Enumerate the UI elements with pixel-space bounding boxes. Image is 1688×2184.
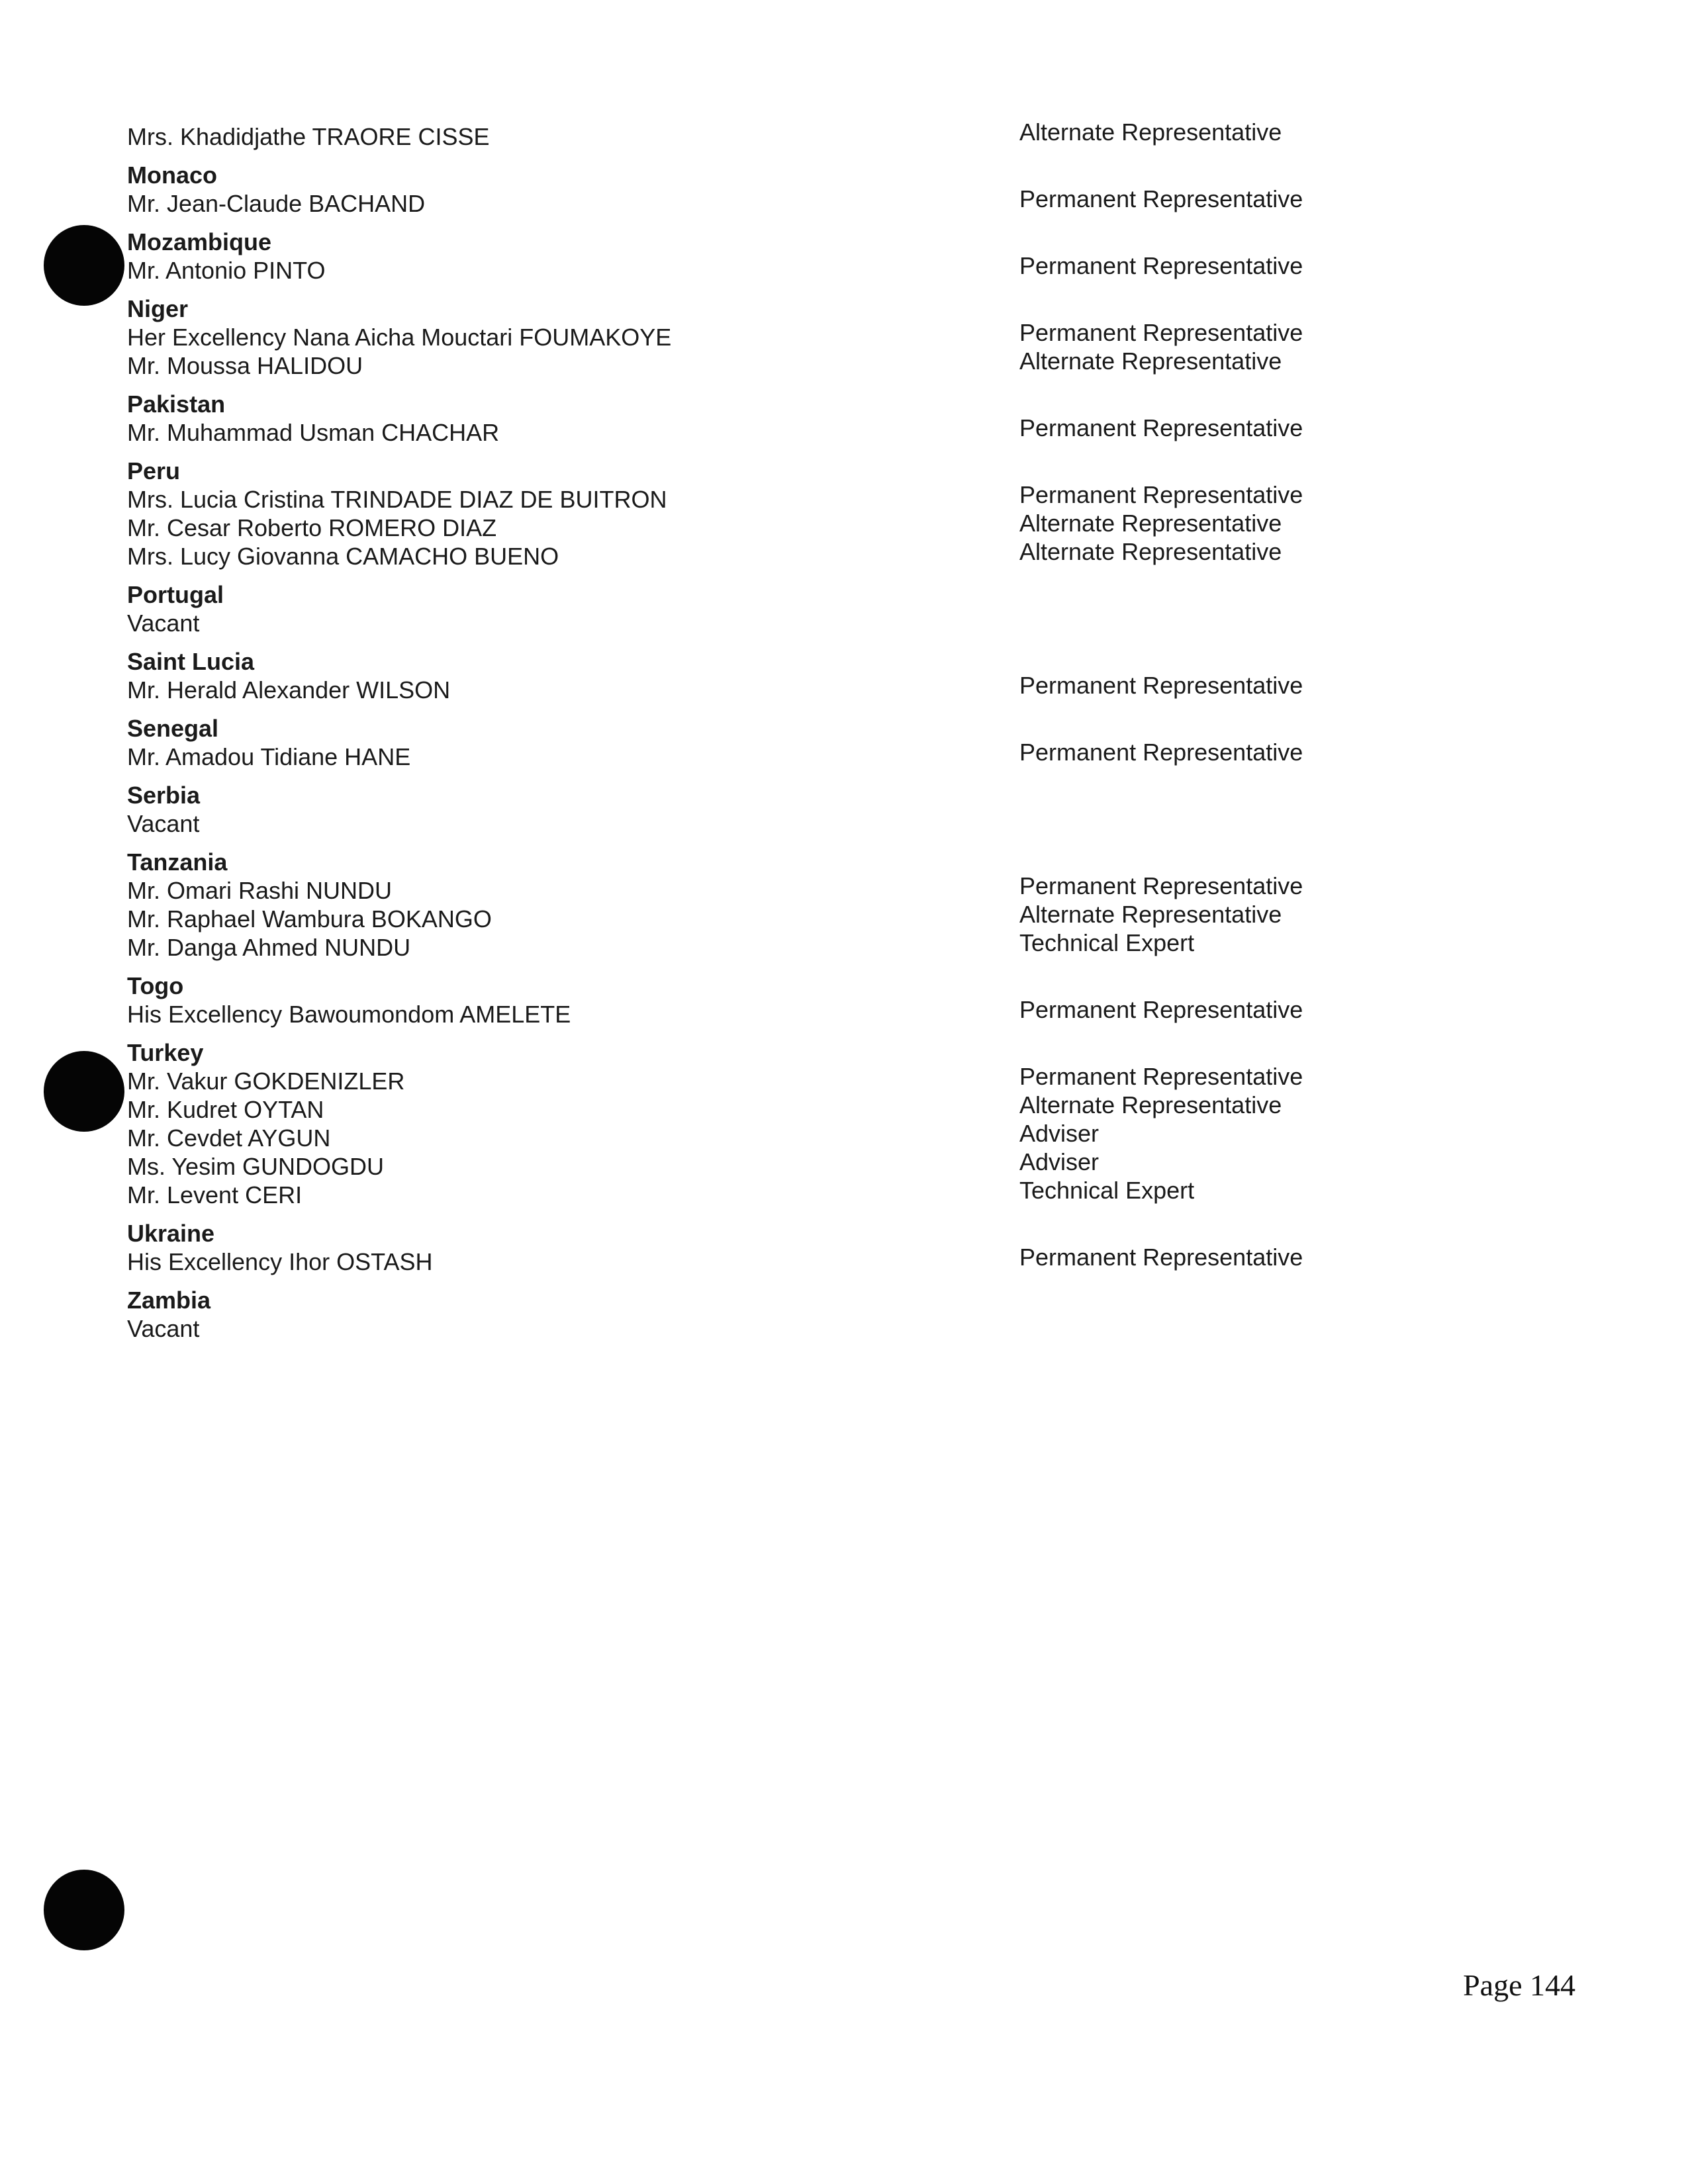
member-name: Mr. Omari Rashi NUNDU	[127, 877, 393, 904]
member-role: Permanent Representative	[1019, 414, 1303, 441]
country-name: Monaco	[127, 161, 218, 189]
member-row	[127, 252, 1550, 285]
country-group	[127, 1219, 1550, 1276]
member-row	[127, 672, 1550, 704]
member-role: Alternate Representative	[1019, 901, 1282, 928]
member-role: Permanent Representative	[1019, 1063, 1303, 1090]
member-role: Technical Expert	[1019, 929, 1195, 956]
member-row	[127, 901, 1550, 933]
member-role: Adviser	[1019, 1148, 1100, 1175]
member-row	[127, 1063, 1550, 1095]
country-group	[127, 457, 1550, 570]
member-role: Alternate Representative	[1019, 510, 1282, 537]
member-row	[127, 481, 1550, 514]
member-row	[127, 872, 1550, 905]
country-name: Saint Lucia	[127, 648, 255, 675]
country-name: Peru	[127, 457, 181, 484]
member-name: Mr. Cesar Roberto ROMERO DIAZ	[127, 514, 497, 541]
country-group	[127, 228, 1550, 285]
country-name: Zambia	[127, 1287, 211, 1314]
member-row	[127, 1177, 1550, 1209]
punch-hole-bottom	[44, 1870, 124, 1950]
punch-hole-middle	[44, 1051, 124, 1132]
member-name: Mrs. Khadidjathe TRAORE CISSE	[127, 123, 490, 150]
continuation-entry	[127, 118, 1550, 151]
country-group	[127, 390, 1550, 447]
member-name: Mr. Jean-Claude BACHAND	[127, 190, 426, 217]
member-row	[127, 929, 1550, 962]
member-row	[127, 609, 1550, 637]
member-row	[127, 809, 1550, 838]
member-name: Vacant	[127, 810, 200, 837]
member-name: Mr. Moussa HALIDOU	[127, 352, 363, 379]
member-name: Mrs. Lucy Giovanna CAMACHO BUENO	[127, 543, 559, 570]
member-name: Mr. Herald Alexander WILSON	[127, 676, 451, 704]
member-row	[127, 1091, 1550, 1124]
member-row	[127, 538, 1550, 570]
country-name: Ukraine	[127, 1220, 215, 1247]
member-name: His Excellency Ihor OSTASH	[127, 1248, 433, 1275]
country-group	[127, 161, 1550, 218]
member-row	[127, 414, 1550, 447]
member-role: Alternate Representative	[1019, 538, 1282, 565]
member-name: Mr. Antonio PINTO	[127, 257, 326, 284]
country-name: Togo	[127, 972, 184, 999]
country-entries	[127, 161, 1550, 1343]
country-group	[127, 1286, 1550, 1343]
member-name: Mr. Cevdet AYGUN	[127, 1124, 331, 1152]
member-role: Permanent Representative	[1019, 1244, 1303, 1271]
country-name: Portugal	[127, 581, 224, 608]
member-name: Mr. Kudret OYTAN	[127, 1096, 324, 1123]
member-name: Mr. Levent CERI	[127, 1181, 303, 1208]
member-row	[127, 347, 1550, 380]
member-role: Permanent Representative	[1019, 481, 1303, 508]
member-role: Alternate Representative	[1019, 118, 1282, 146]
member-row	[127, 319, 1550, 351]
member-row	[127, 118, 1550, 151]
member-row	[127, 1120, 1550, 1152]
member-row	[127, 185, 1550, 218]
member-name: Her Excellency Nana Aicha Mouctari FOUMAKOYE	[127, 324, 672, 351]
country-group	[127, 647, 1550, 704]
country-group	[127, 714, 1550, 771]
member-role: Adviser	[1019, 1120, 1100, 1147]
country-name: Senegal	[127, 715, 219, 742]
country-group	[127, 295, 1550, 380]
country-name: Turkey	[127, 1039, 204, 1066]
member-role: Permanent Representative	[1019, 672, 1303, 699]
page-number: Page 144	[1463, 1968, 1575, 2002]
country-name: Mozambique	[127, 228, 272, 255]
member-role: Permanent Representative	[1019, 319, 1303, 346]
member-name: Mr. Muhammad Usman CHACHAR	[127, 419, 500, 446]
member-row	[127, 510, 1550, 542]
member-name: His Excellency Bawoumondom AMELETE	[127, 1001, 571, 1028]
member-role: Permanent Representative	[1019, 739, 1303, 766]
member-role: Permanent Representative	[1019, 872, 1303, 899]
punch-hole-top	[44, 225, 124, 306]
member-role: Alternate Representative	[1019, 347, 1282, 375]
member-role: Permanent Representative	[1019, 996, 1303, 1023]
country-group	[127, 972, 1550, 1028]
member-row	[127, 996, 1550, 1028]
member-role: Alternate Representative	[1019, 1091, 1282, 1118]
member-row	[127, 1244, 1550, 1276]
country-name: Niger	[127, 295, 189, 322]
delegation-list	[127, 118, 1550, 1353]
member-row	[127, 739, 1550, 771]
member-role: Permanent Representative	[1019, 185, 1303, 212]
member-name: Mrs. Lucia Cristina TRINDADE DIAZ DE BUITRON	[127, 486, 667, 513]
country-group	[127, 781, 1550, 838]
member-name: Mr. Raphael Wambura BOKANGO	[127, 905, 492, 933]
member-name: Mr. Danga Ahmed NUNDU	[127, 934, 411, 961]
member-name: Vacant	[127, 1315, 200, 1342]
member-role: Technical Expert	[1019, 1177, 1195, 1204]
country-name: Tanzania	[127, 848, 228, 876]
country-group	[127, 1038, 1550, 1209]
country-name: Pakistan	[127, 390, 226, 418]
member-name: Mr. Vakur GOKDENIZLER	[127, 1068, 405, 1095]
member-name: Mr. Amadou Tidiane HANE	[127, 743, 411, 770]
member-role: Permanent Representative	[1019, 252, 1303, 279]
member-row	[127, 1148, 1550, 1181]
member-row	[127, 1314, 1550, 1343]
country-group	[127, 848, 1550, 962]
member-name: Ms. Yesim GUNDOGDU	[127, 1153, 385, 1180]
member-name: Vacant	[127, 610, 200, 637]
country-group	[127, 580, 1550, 637]
country-name: Serbia	[127, 782, 201, 809]
